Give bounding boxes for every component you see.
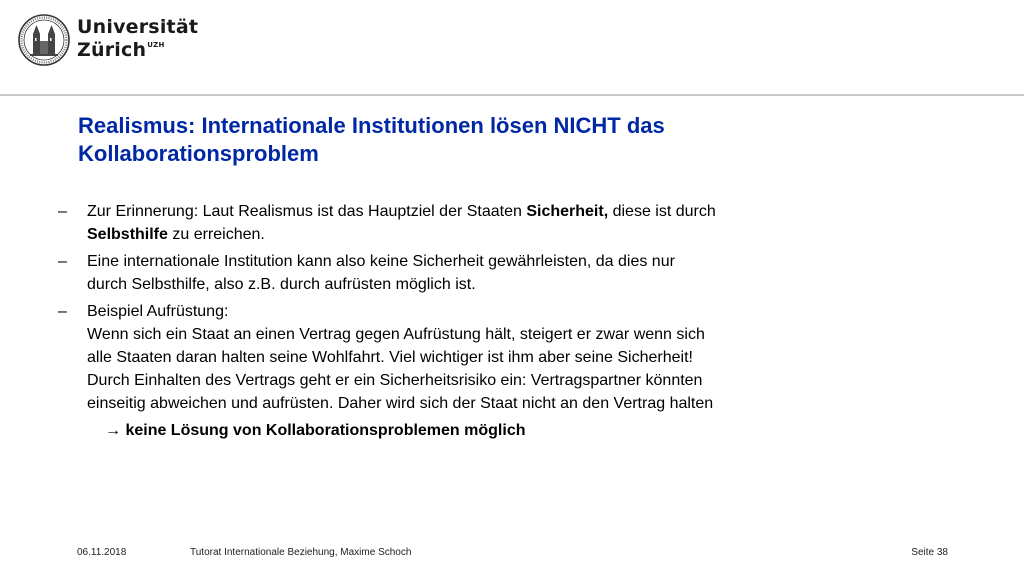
bullet-dash: – <box>58 203 67 220</box>
bullet-line: durch Selbsthilfe, also z.B. durch aufrüsten möglich ist. <box>87 276 476 293</box>
slide-body <box>58 200 838 442</box>
logo-line-2: Zürich$^{UZH}$ <box>77 39 165 61</box>
slide-footer <box>0 547 1024 563</box>
bullet-line: einseitig abweichen und aufrüsten. Daher wird sich der Staat nicht an den Vertrag halten <box>87 395 714 412</box>
bullet-line: alle Staaten daran halten seine Wohlfahrt. Viel wichtiger ist ihm aber seine Sicherheit! <box>87 349 693 366</box>
conclusion-line: → keine Lösung von Kollaborationsproblemen möglich <box>105 422 526 439</box>
bullet-dash: – <box>58 253 67 270</box>
emphasis-sicherheit: Sicherheit, <box>526 203 609 220</box>
slide-title-line-2: Kollaborationsproblem <box>78 141 319 166</box>
bullet-item <box>58 300 838 415</box>
bullet-line: Selbsthilfe zu erreichen. <box>87 226 265 243</box>
footer-date: 06.11.2018 <box>77 547 127 558</box>
bullet-line: Wenn sich ein Staat an einen Vertrag gegen Aufrüstung hält, steigert er zwar wenn sich <box>87 326 705 343</box>
university-seal-icon <box>18 14 70 66</box>
bullet-line: Durch Einhalten des Vertrags geht er ein Sicherheitsrisiko ein: Vertragspartner könnten <box>87 372 703 389</box>
slide-header <box>0 0 1024 96</box>
bullet-line: Zur Erinnerung: Laut Realismus ist das Hauptziel der Staaten Sicherheit, diese ist durch <box>87 203 716 220</box>
bullet-line: Beispiel Aufrüstung: <box>87 303 229 320</box>
slide-title <box>78 112 938 168</box>
university-wordmark <box>77 18 198 60</box>
slide-title-line-1: Realismus: Internationale Institutionen lösen NICHT das <box>78 113 665 138</box>
bullet-item <box>58 250 838 296</box>
logo-line-1: Universität <box>77 16 199 38</box>
bullet-line: Eine internationale Institution kann also keine Sicherheit gewährleisten, da dies nur <box>87 253 675 270</box>
footer-page-number: Seite 38 <box>911 547 948 558</box>
bullet-item <box>58 200 838 246</box>
bullet-dash: – <box>58 303 67 320</box>
header-divider <box>0 94 1024 96</box>
footer-course-info: Tutorat Internationale Beziehung, Maxime Schoch <box>190 547 412 558</box>
emphasis-selbsthilfe: Selbsthilfe <box>87 226 168 243</box>
logo-superscript: UZH <box>147 41 165 49</box>
